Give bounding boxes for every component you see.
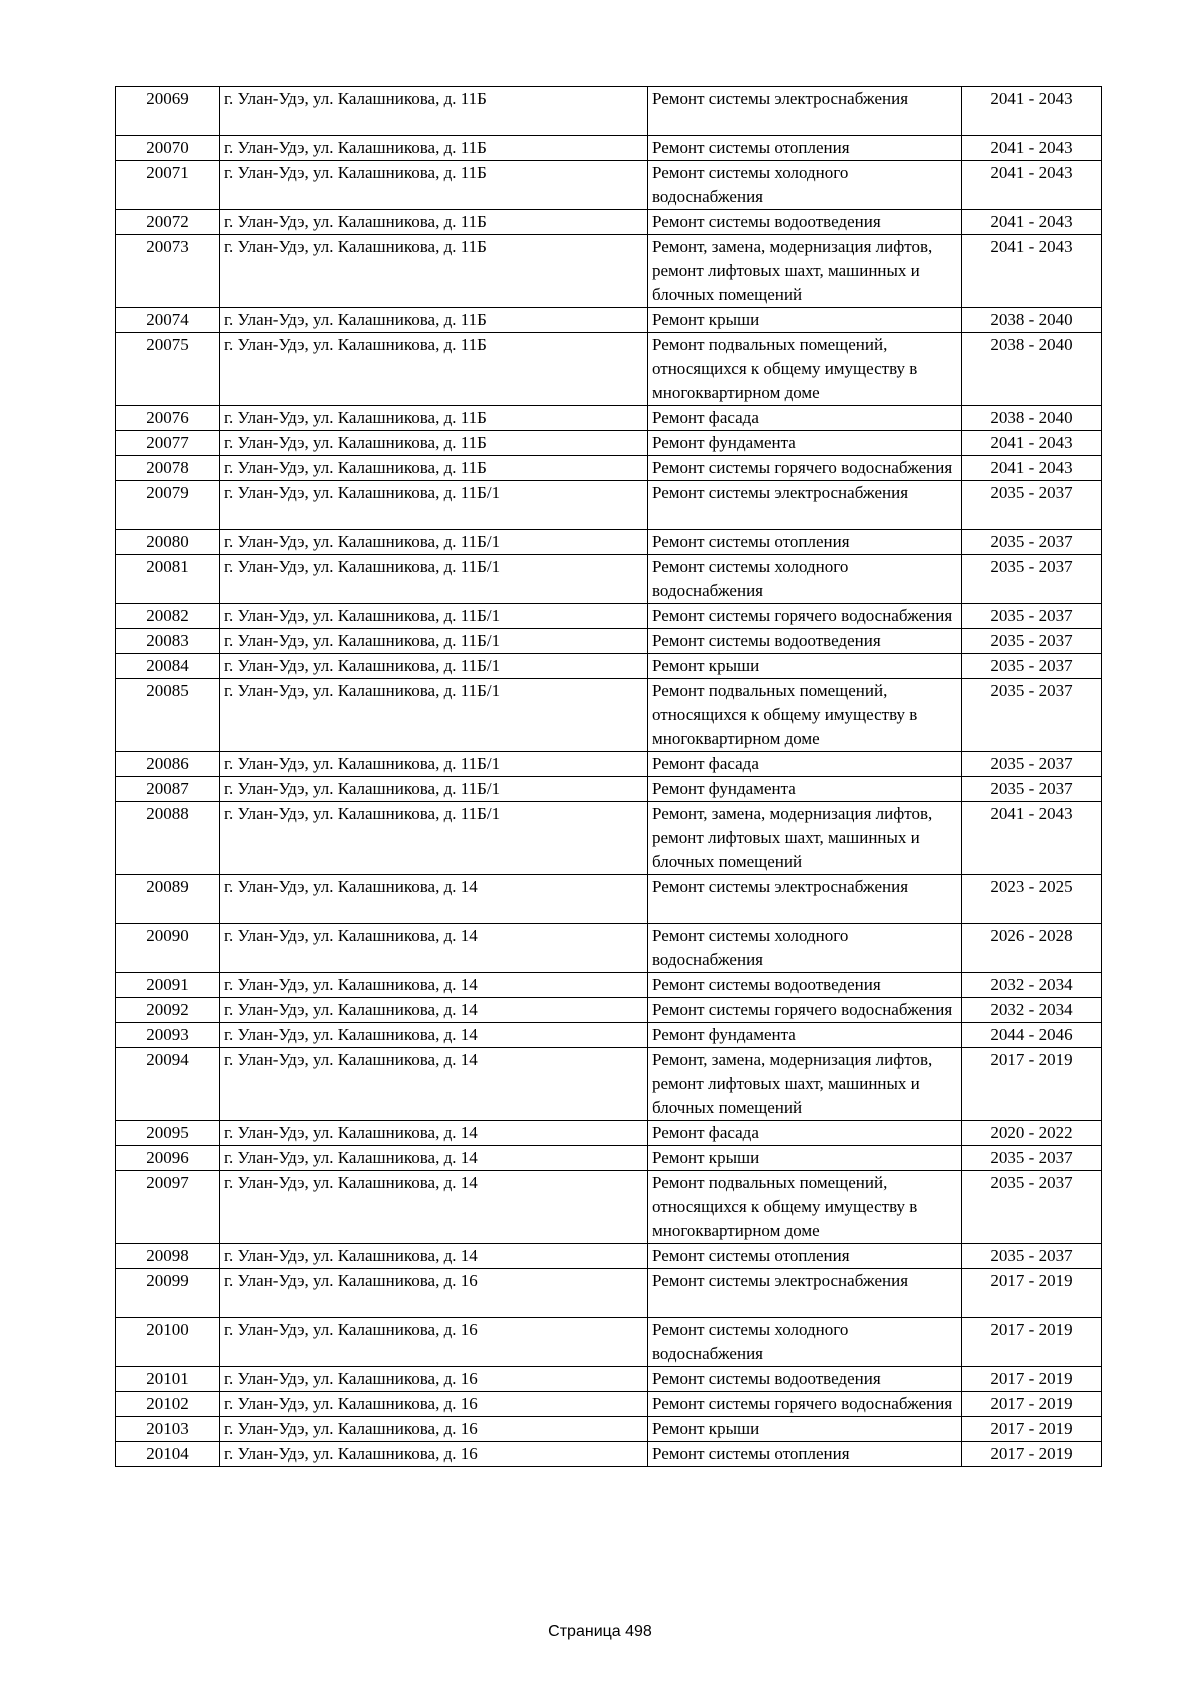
row-id-cell: 20084 [116,654,220,679]
row-years-cell: 2035 - 2037 [962,1146,1102,1171]
table-row [116,604,1102,629]
row-work-cell: Ремонт подвальных помещений, относящихся к общему имуществу в многоквартирном доме [648,1171,962,1244]
row-work-cell: Ремонт крыши [648,1146,962,1171]
row-years-cell: 2041 - 2043 [962,235,1102,308]
row-address-cell: г. Улан-Удэ, ул. Калашникова, д. 11Б [220,235,648,308]
row-address-cell: г. Улан-Удэ, ул. Калашникова, д. 14 [220,973,648,998]
row-years-cell: 2035 - 2037 [962,604,1102,629]
row-id-cell: 20098 [116,1244,220,1269]
row-address-cell: г. Улан-Удэ, ул. Калашникова, д. 11Б [220,136,648,161]
row-address-cell: г. Улан-Удэ, ул. Калашникова, д. 11Б [220,87,648,136]
row-work-cell: Ремонт фасада [648,406,962,431]
row-work-cell: Ремонт крыши [648,1417,962,1442]
row-id-cell: 20093 [116,1023,220,1048]
row-work-cell: Ремонт системы отопления [648,1244,962,1269]
row-work-cell: Ремонт системы горячего водоснабжения [648,998,962,1023]
row-work-cell: Ремонт системы горячего водоснабжения [648,456,962,481]
row-work-cell: Ремонт системы отопления [648,136,962,161]
table-row [116,777,1102,802]
row-years-cell: 2035 - 2037 [962,752,1102,777]
row-years-cell: 2035 - 2037 [962,777,1102,802]
table-row [116,1318,1102,1367]
table-row [116,136,1102,161]
row-id-cell: 20069 [116,87,220,136]
table-row [116,752,1102,777]
row-address-cell: г. Улан-Удэ, ул. Калашникова, д. 14 [220,1171,648,1244]
row-years-cell: 2038 - 2040 [962,406,1102,431]
row-id-cell: 20094 [116,1048,220,1121]
row-address-cell: г. Улан-Удэ, ул. Калашникова, д. 11Б/1 [220,530,648,555]
table-row [116,1048,1102,1121]
table-row [116,802,1102,875]
row-work-cell: Ремонт системы водоотведения [648,1367,962,1392]
table-body [116,87,1102,1467]
row-work-cell: Ремонт, замена, модернизация лифтов, ремонт лифтовых шахт, машинных и блочных помещений [648,235,962,308]
row-work-cell: Ремонт подвальных помещений, относящихся к общему имуществу в многоквартирном доме [648,333,962,406]
row-address-cell: г. Улан-Удэ, ул. Калашникова, д. 11Б [220,456,648,481]
row-address-cell: г. Улан-Удэ, ул. Калашникова, д. 11Б [220,210,648,235]
table-row [116,210,1102,235]
row-years-cell: 2017 - 2019 [962,1417,1102,1442]
row-work-cell: Ремонт системы отопления [648,530,962,555]
table-row [116,530,1102,555]
table-row [116,679,1102,752]
table-row [116,1367,1102,1392]
row-address-cell: г. Улан-Удэ, ул. Калашникова, д. 11Б/1 [220,481,648,530]
row-work-cell: Ремонт системы электроснабжения [648,87,962,136]
row-work-cell: Ремонт, замена, модернизация лифтов, ремонт лифтовых шахт, машинных и блочных помещений [648,802,962,875]
row-address-cell: г. Улан-Удэ, ул. Калашникова, д. 11Б [220,431,648,456]
row-id-cell: 20101 [116,1367,220,1392]
row-id-cell: 20099 [116,1269,220,1318]
row-id-cell: 20075 [116,333,220,406]
row-id-cell: 20076 [116,406,220,431]
row-years-cell: 2017 - 2019 [962,1442,1102,1467]
page-number: Страница 498 [548,1623,652,1640]
row-id-cell: 20082 [116,604,220,629]
row-work-cell: Ремонт системы холодного водоснабжения [648,555,962,604]
row-work-cell: Ремонт системы холодного водоснабжения [648,161,962,210]
row-work-cell: Ремонт системы электроснабжения [648,875,962,924]
row-id-cell: 20083 [116,629,220,654]
row-years-cell: 2041 - 2043 [962,802,1102,875]
row-id-cell: 20092 [116,998,220,1023]
row-work-cell: Ремонт системы холодного водоснабжения [648,1318,962,1367]
row-id-cell: 20077 [116,431,220,456]
row-years-cell: 2026 - 2028 [962,924,1102,973]
row-work-cell: Ремонт системы водоотведения [648,210,962,235]
table-row [116,998,1102,1023]
row-id-cell: 20089 [116,875,220,924]
table-row [116,308,1102,333]
row-years-cell: 2035 - 2037 [962,530,1102,555]
row-years-cell: 2032 - 2034 [962,973,1102,998]
row-id-cell: 20090 [116,924,220,973]
table-row [116,973,1102,998]
table-row [116,1244,1102,1269]
table-row [116,1269,1102,1318]
row-years-cell: 2041 - 2043 [962,456,1102,481]
row-id-cell: 20074 [116,308,220,333]
row-years-cell: 2017 - 2019 [962,1318,1102,1367]
row-id-cell: 20078 [116,456,220,481]
row-id-cell: 20088 [116,802,220,875]
table-row [116,1171,1102,1244]
table-row [116,555,1102,604]
row-address-cell: г. Улан-Удэ, ул. Калашникова, д. 11Б/1 [220,654,648,679]
row-id-cell: 20096 [116,1146,220,1171]
row-years-cell: 2038 - 2040 [962,308,1102,333]
row-work-cell: Ремонт системы холодного водоснабжения [648,924,962,973]
row-address-cell: г. Улан-Удэ, ул. Калашникова, д. 16 [220,1392,648,1417]
table-row [116,1023,1102,1048]
table-row [116,235,1102,308]
row-id-cell: 20104 [116,1442,220,1467]
row-years-cell: 2035 - 2037 [962,629,1102,654]
row-years-cell: 2017 - 2019 [962,1367,1102,1392]
table-row [116,333,1102,406]
row-work-cell: Ремонт фундамента [648,1023,962,1048]
row-address-cell: г. Улан-Удэ, ул. Калашникова, д. 11Б/1 [220,777,648,802]
row-years-cell: 2041 - 2043 [962,136,1102,161]
row-address-cell: г. Улан-Удэ, ул. Калашникова, д. 11Б [220,308,648,333]
row-years-cell: 2038 - 2040 [962,333,1102,406]
table-row [116,456,1102,481]
row-years-cell: 2035 - 2037 [962,481,1102,530]
row-years-cell: 2017 - 2019 [962,1392,1102,1417]
row-years-cell: 2017 - 2019 [962,1048,1102,1121]
row-years-cell: 2041 - 2043 [962,431,1102,456]
row-address-cell: г. Улан-Удэ, ул. Калашникова, д. 11Б/1 [220,752,648,777]
table-row [116,1442,1102,1467]
row-id-cell: 20080 [116,530,220,555]
row-address-cell: г. Улан-Удэ, ул. Калашникова, д. 14 [220,875,648,924]
row-id-cell: 20102 [116,1392,220,1417]
row-address-cell: г. Улан-Удэ, ул. Калашникова, д. 11Б/1 [220,629,648,654]
row-address-cell: г. Улан-Удэ, ул. Калашникова, д. 14 [220,998,648,1023]
row-address-cell: г. Улан-Удэ, ул. Калашникова, д. 16 [220,1318,648,1367]
table-row [116,431,1102,456]
row-address-cell: г. Улан-Удэ, ул. Калашникова, д. 16 [220,1417,648,1442]
row-years-cell: 2041 - 2043 [962,161,1102,210]
table-row [116,875,1102,924]
row-address-cell: г. Улан-Удэ, ул. Калашникова, д. 11Б/1 [220,555,648,604]
row-work-cell: Ремонт системы горячего водоснабжения [648,1392,962,1417]
table-row [116,87,1102,136]
table-row [116,481,1102,530]
table-row [116,1146,1102,1171]
row-address-cell: г. Улан-Удэ, ул. Калашникова, д. 14 [220,1121,648,1146]
row-years-cell: 2035 - 2037 [962,555,1102,604]
row-id-cell: 20103 [116,1417,220,1442]
row-years-cell: 2020 - 2022 [962,1121,1102,1146]
row-work-cell: Ремонт системы электроснабжения [648,1269,962,1318]
repair-schedule-table [115,86,1102,1467]
row-work-cell: Ремонт крыши [648,308,962,333]
row-id-cell: 20071 [116,161,220,210]
row-work-cell: Ремонт фасада [648,752,962,777]
row-years-cell: 2035 - 2037 [962,679,1102,752]
table-row [116,654,1102,679]
row-address-cell: г. Улан-Удэ, ул. Калашникова, д. 16 [220,1442,648,1467]
row-id-cell: 20070 [116,136,220,161]
row-years-cell: 2041 - 2043 [962,87,1102,136]
row-id-cell: 20085 [116,679,220,752]
row-work-cell: Ремонт фундамента [648,777,962,802]
table-row [116,161,1102,210]
row-id-cell: 20079 [116,481,220,530]
row-address-cell: г. Улан-Удэ, ул. Калашникова, д. 11Б/1 [220,604,648,629]
row-work-cell: Ремонт крыши [648,654,962,679]
row-years-cell: 2044 - 2046 [962,1023,1102,1048]
row-id-cell: 20087 [116,777,220,802]
row-id-cell: 20097 [116,1171,220,1244]
row-years-cell: 2035 - 2037 [962,1244,1102,1269]
row-address-cell: г. Улан-Удэ, ул. Калашникова, д. 11Б [220,333,648,406]
row-years-cell: 2017 - 2019 [962,1269,1102,1318]
row-work-cell: Ремонт, замена, модернизация лифтов, ремонт лифтовых шахт, машинных и блочных помещений [648,1048,962,1121]
row-work-cell: Ремонт подвальных помещений, относящихся к общему имуществу в многоквартирном доме [648,679,962,752]
row-address-cell: г. Улан-Удэ, ул. Калашникова, д. 14 [220,1048,648,1121]
table-row [116,1417,1102,1442]
table-row [116,924,1102,973]
table-row [116,629,1102,654]
row-years-cell: 2041 - 2043 [962,210,1102,235]
row-years-cell: 2035 - 2037 [962,1171,1102,1244]
row-id-cell: 20073 [116,235,220,308]
row-address-cell: г. Улан-Удэ, ул. Калашникова, д. 14 [220,1244,648,1269]
row-address-cell: г. Улан-Удэ, ул. Калашникова, д. 14 [220,924,648,973]
row-address-cell: г. Улан-Удэ, ул. Калашникова, д. 11Б/1 [220,802,648,875]
row-id-cell: 20072 [116,210,220,235]
row-id-cell: 20091 [116,973,220,998]
row-work-cell: Ремонт фундамента [648,431,962,456]
row-address-cell: г. Улан-Удэ, ул. Калашникова, д. 14 [220,1146,648,1171]
row-address-cell: г. Улан-Удэ, ул. Калашникова, д. 11Б/1 [220,679,648,752]
row-address-cell: г. Улан-Удэ, ул. Калашникова, д. 16 [220,1367,648,1392]
row-work-cell: Ремонт фасада [648,1121,962,1146]
row-address-cell: г. Улан-Удэ, ул. Калашникова, д. 16 [220,1269,648,1318]
row-years-cell: 2032 - 2034 [962,998,1102,1023]
row-work-cell: Ремонт системы водоотведения [648,629,962,654]
row-work-cell: Ремонт системы водоотведения [648,973,962,998]
table-row [116,406,1102,431]
row-address-cell: г. Улан-Удэ, ул. Калашникова, д. 11Б [220,406,648,431]
row-id-cell: 20086 [116,752,220,777]
row-years-cell: 2023 - 2025 [962,875,1102,924]
table-row [116,1121,1102,1146]
row-years-cell: 2035 - 2037 [962,654,1102,679]
row-address-cell: г. Улан-Удэ, ул. Калашникова, д. 11Б [220,161,648,210]
row-id-cell: 20081 [116,555,220,604]
row-work-cell: Ремонт системы электроснабжения [648,481,962,530]
row-work-cell: Ремонт системы горячего водоснабжения [648,604,962,629]
table-row [116,1392,1102,1417]
row-address-cell: г. Улан-Удэ, ул. Калашникова, д. 14 [220,1023,648,1048]
row-work-cell: Ремонт системы отопления [648,1442,962,1467]
row-id-cell: 20095 [116,1121,220,1146]
row-id-cell: 20100 [116,1318,220,1367]
